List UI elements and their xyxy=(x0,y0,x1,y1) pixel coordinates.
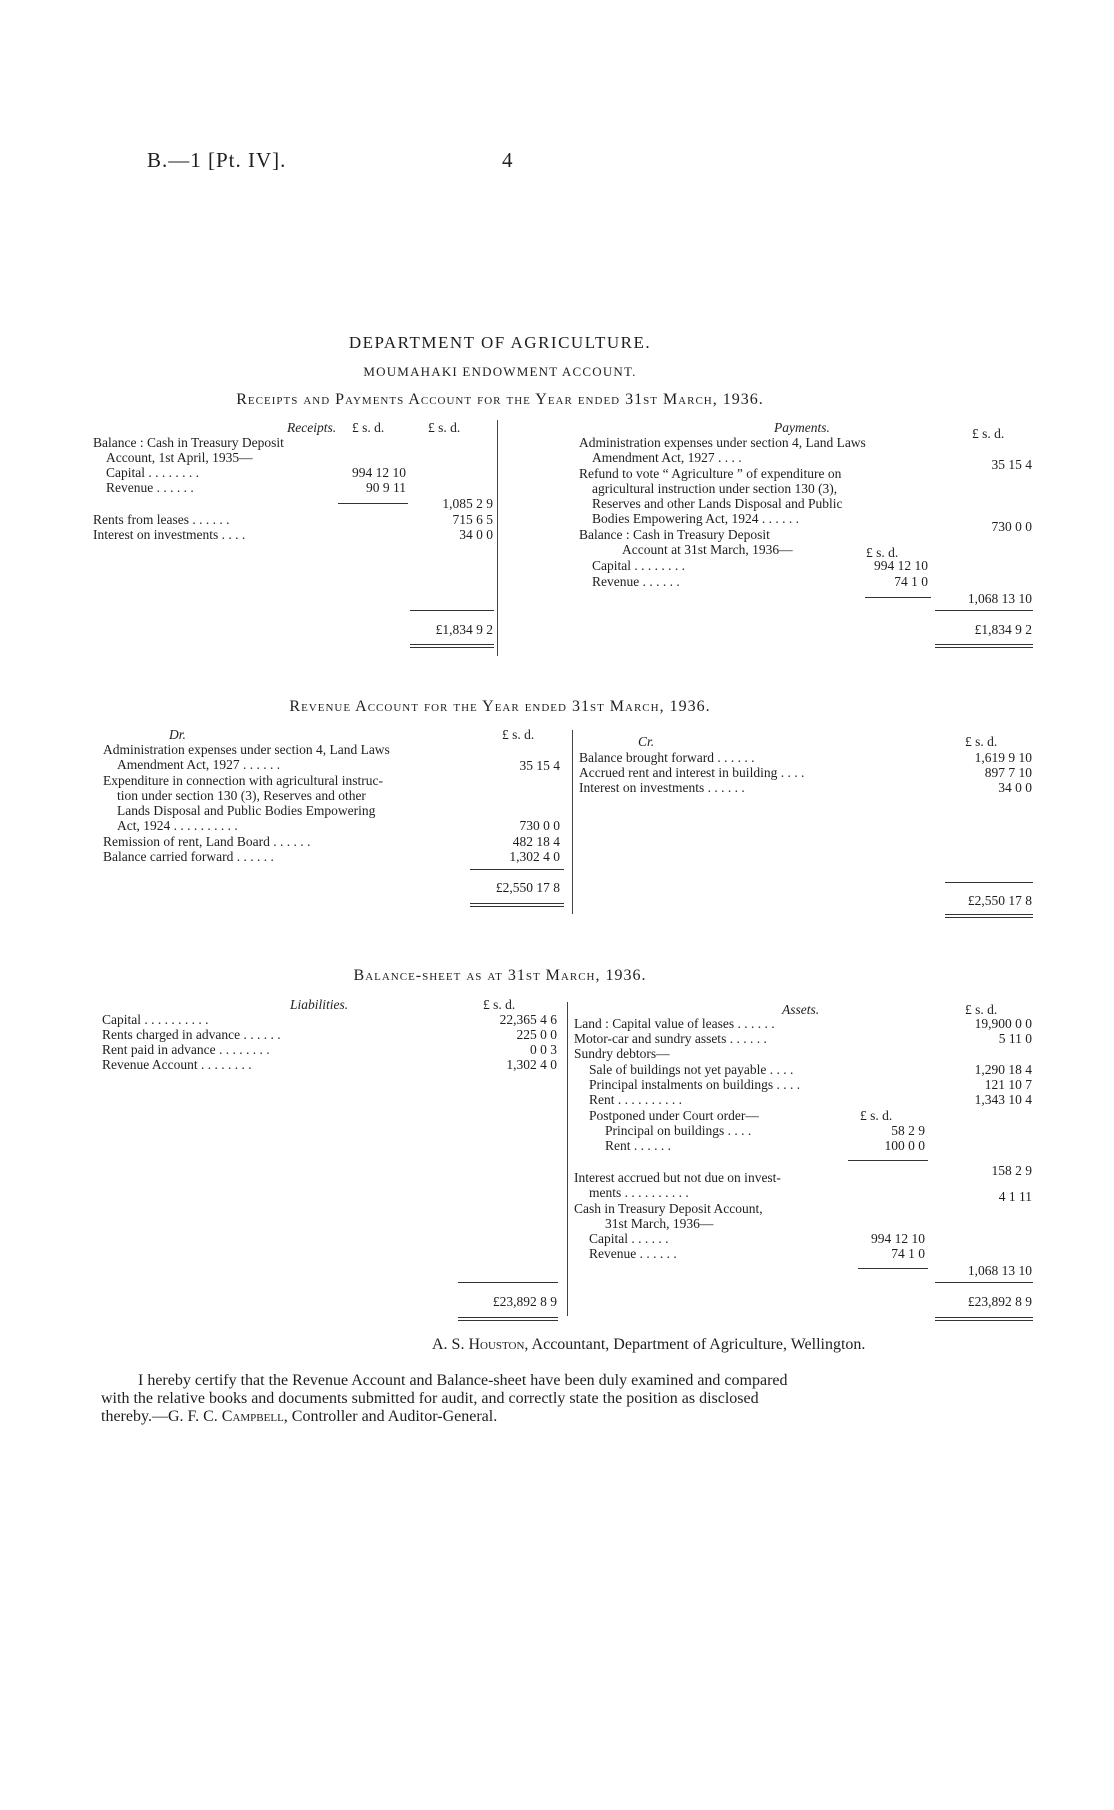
payment-line: Reserves and other Lands Disposal and Public xyxy=(592,496,843,511)
receipt-line: Revenue . . . . . . xyxy=(106,480,194,495)
credit-line: Balance brought forward . . . . . . xyxy=(579,750,755,765)
assets-total: £23,892 8 9 xyxy=(967,1294,1032,1309)
asset-line: 31st March, 1936— xyxy=(605,1216,714,1231)
receipt-line: Rents from leases . . . . . . xyxy=(93,512,230,527)
asset-line: Land : Capital value of leases . . . . . . xyxy=(574,1016,775,1031)
asset-amount: 1,290 18 4 xyxy=(974,1062,1032,1077)
asset-amount: 121 10 7 xyxy=(984,1077,1032,1092)
asset-line: ments . . . . . . . . . . xyxy=(589,1185,689,1200)
lsd-heading: £ s. d. xyxy=(866,545,899,560)
credit-amount: 34 0 0 xyxy=(998,780,1032,795)
asset-amount: 100 0 0 xyxy=(884,1138,925,1153)
payments-total: £1,834 9 2 xyxy=(974,622,1032,637)
credit-line: Interest on investments . . . . . . xyxy=(579,780,745,795)
payment-line: Balance : Cash in Treasury Deposit xyxy=(579,527,770,542)
page-number: 4 xyxy=(502,148,514,172)
payment-amount: 1,068 13 10 xyxy=(967,591,1032,606)
asset-line: Principal instalments on buildings . . . . xyxy=(589,1077,801,1092)
asset-line: Interest accrued but not due on invest- xyxy=(574,1170,781,1185)
liability-line: Rents charged in advance . . . . . . xyxy=(102,1027,281,1042)
debit-line: Amendment Act, 1927 . . . . . . xyxy=(117,757,281,772)
asset-line: Sundry debtors— xyxy=(574,1046,670,1061)
accountant-signoff xyxy=(432,1336,865,1354)
lsd-heading: £ s. d. xyxy=(965,734,998,749)
receipt-line: Capital . . . . . . . . xyxy=(106,465,199,480)
liability-amount: 22,365 4 6 xyxy=(499,1012,557,1027)
asset-amount: 74 1 0 xyxy=(891,1246,925,1261)
payment-line: Amendment Act, 1927 . . . . xyxy=(592,450,742,465)
assets-heading: Assets. xyxy=(782,1002,820,1017)
payment-line: agricultural instruction under section 130 (3), xyxy=(592,481,838,496)
payment-amount: 74 1 0 xyxy=(894,574,928,589)
revenue-account-title: Revenue Account for the Year ended 31st March, 1936. xyxy=(289,698,711,715)
debit-line: Administration expenses under section 4, Land Laws xyxy=(103,742,390,757)
credit-amount: 897 7 10 xyxy=(984,765,1032,780)
debit-line: Act, 1924 . . . . . . . . . . xyxy=(117,818,238,833)
accountant-role: , Accountant, Department of Agriculture, Wellington. xyxy=(524,1336,866,1353)
department-title: DEPARTMENT OF AGRICULTURE. xyxy=(348,333,652,352)
payment-line: Capital . . . . . . . . xyxy=(592,558,685,573)
certification-paragraph xyxy=(101,1372,1033,1426)
asset-line: Motor-car and sundry assets . . . . . . xyxy=(574,1031,767,1046)
lsd-heading: £ s. d. xyxy=(965,1002,998,1017)
liability-line: Capital . . . . . . . . . . xyxy=(102,1012,209,1027)
debit-heading: Dr. xyxy=(169,727,186,742)
liabilities-total: £23,892 8 9 xyxy=(492,1294,557,1309)
certification-line: I hereby certify that the Revenue Account and Balance-sheet have been duly examined and compared xyxy=(138,1372,788,1389)
asset-amount: 158 2 9 xyxy=(991,1163,1032,1178)
asset-amount: 994 12 10 xyxy=(871,1231,925,1246)
receipts-heading: Receipts. xyxy=(287,420,337,435)
payment-amount: 35 15 4 xyxy=(991,457,1032,472)
credit-heading: Cr. xyxy=(638,734,655,749)
asset-amount: 58 2 9 xyxy=(891,1123,925,1138)
asset-amount: 1,343 10 4 xyxy=(974,1092,1032,1107)
debit-amount: 482 18 4 xyxy=(512,834,560,849)
lsd-heading: £ s. d. xyxy=(352,420,385,435)
credit-amount: 1,619 9 10 xyxy=(974,750,1032,765)
lsd-heading: £ s. d. xyxy=(860,1108,893,1123)
receipt-amount: 90 9 11 xyxy=(366,480,406,495)
receipt-amount: 994 12 10 xyxy=(352,465,406,480)
debit-line: tion under section 130 (3), Reserves and other xyxy=(117,788,366,803)
debit-line: Remission of rent, Land Board . . . . . . xyxy=(103,834,311,849)
receipt-line: Interest on investments . . . . xyxy=(93,527,246,542)
lsd-heading: £ s. d. xyxy=(972,426,1005,441)
debit-total: £2,550 17 8 xyxy=(495,880,560,895)
page-reference: B.—1 [Pt. IV]. xyxy=(147,148,287,172)
certification-line: with the relative books and documents submitted for audit, and correctly state the position as disclosed xyxy=(101,1390,759,1407)
debit-line: Lands Disposal and Public Bodies Empowering xyxy=(117,803,376,818)
liabilities-heading: Liabilities. xyxy=(290,997,349,1012)
debit-line: Balance carried forward . . . . . . xyxy=(103,849,274,864)
asset-line: Rent . . . . . . xyxy=(605,1138,671,1153)
receipts-payments-title: Receipts and Payments Account for the Year ended 31st March, 1936. xyxy=(236,391,764,408)
receipt-amount: 1,085 2 9 xyxy=(442,496,493,511)
payment-line: Bodies Empowering Act, 1924 . . . . . . xyxy=(592,511,799,526)
credit-total: £2,550 17 8 xyxy=(967,893,1032,908)
accountant-name: A. S. Houston xyxy=(432,1336,525,1353)
receipts-total: £1,834 9 2 xyxy=(435,622,493,637)
payment-amount: 994 12 10 xyxy=(874,558,928,573)
asset-line: Rent . . . . . . . . . . xyxy=(589,1092,682,1107)
debit-amount: 35 15 4 xyxy=(519,758,560,773)
asset-amount: 5 11 0 xyxy=(998,1031,1032,1046)
asset-line: Revenue . . . . . . xyxy=(589,1246,677,1261)
liability-line: Rent paid in advance . . . . . . . . xyxy=(102,1042,270,1057)
asset-line: Sale of buildings not yet payable . . . . xyxy=(589,1062,794,1077)
liability-amount: 1,302 4 0 xyxy=(506,1057,557,1072)
lsd-heading: £ s. d. xyxy=(483,997,516,1012)
lsd-heading: £ s. d. xyxy=(428,420,461,435)
liability-amount: 225 0 0 xyxy=(516,1027,557,1042)
liability-amount: 0 0 3 xyxy=(530,1042,557,1057)
account-title: MOUMAHAKI ENDOWMENT ACCOUNT. xyxy=(363,364,637,379)
receipt-amount: 34 0 0 xyxy=(459,527,493,542)
receipt-line: Balance : Cash in Treasury Deposit xyxy=(93,435,284,450)
debit-amount: 1,302 4 0 xyxy=(509,849,560,864)
receipt-line: Account, 1st April, 1935— xyxy=(106,450,253,465)
asset-amount: 19,900 0 0 xyxy=(974,1016,1032,1031)
asset-amount: 1,068 13 10 xyxy=(967,1263,1032,1278)
liability-line: Revenue Account . . . . . . . . xyxy=(102,1057,252,1072)
asset-line: Principal on buildings . . . . xyxy=(605,1123,752,1138)
receipt-amount: 715 6 5 xyxy=(452,512,493,527)
payment-line: Administration expenses under section 4, Land Laws xyxy=(579,435,866,450)
lsd-heading: £ s. d. xyxy=(502,727,535,742)
credit-line: Accrued rent and interest in building . . . . xyxy=(579,765,805,780)
payments-heading: Payments. xyxy=(774,420,830,435)
asset-line: Capital . . . . . . xyxy=(589,1231,669,1246)
payment-line: Revenue . . . . . . xyxy=(592,574,680,589)
balance-sheet-title: Balance-sheet as at 31st March, 1936. xyxy=(353,967,647,984)
payment-line: Refund to vote “ Agriculture ” of expenditure on xyxy=(579,466,842,481)
asset-line: Postponed under Court order— xyxy=(589,1108,759,1123)
auditor-name: Campbell xyxy=(221,1408,284,1425)
debit-amount: 730 0 0 xyxy=(519,818,560,833)
payment-amount: 730 0 0 xyxy=(991,519,1032,534)
asset-line: Cash in Treasury Deposit Account, xyxy=(574,1201,763,1216)
asset-amount: 4 1 11 xyxy=(998,1189,1032,1204)
certification-line: thereby.—G. F. C. Campbell, Controller and Auditor-General. xyxy=(101,1408,498,1425)
payment-line: Account at 31st March, 1936— xyxy=(622,542,793,557)
debit-line: Expenditure in connection with agricultural instruc- xyxy=(103,773,384,788)
